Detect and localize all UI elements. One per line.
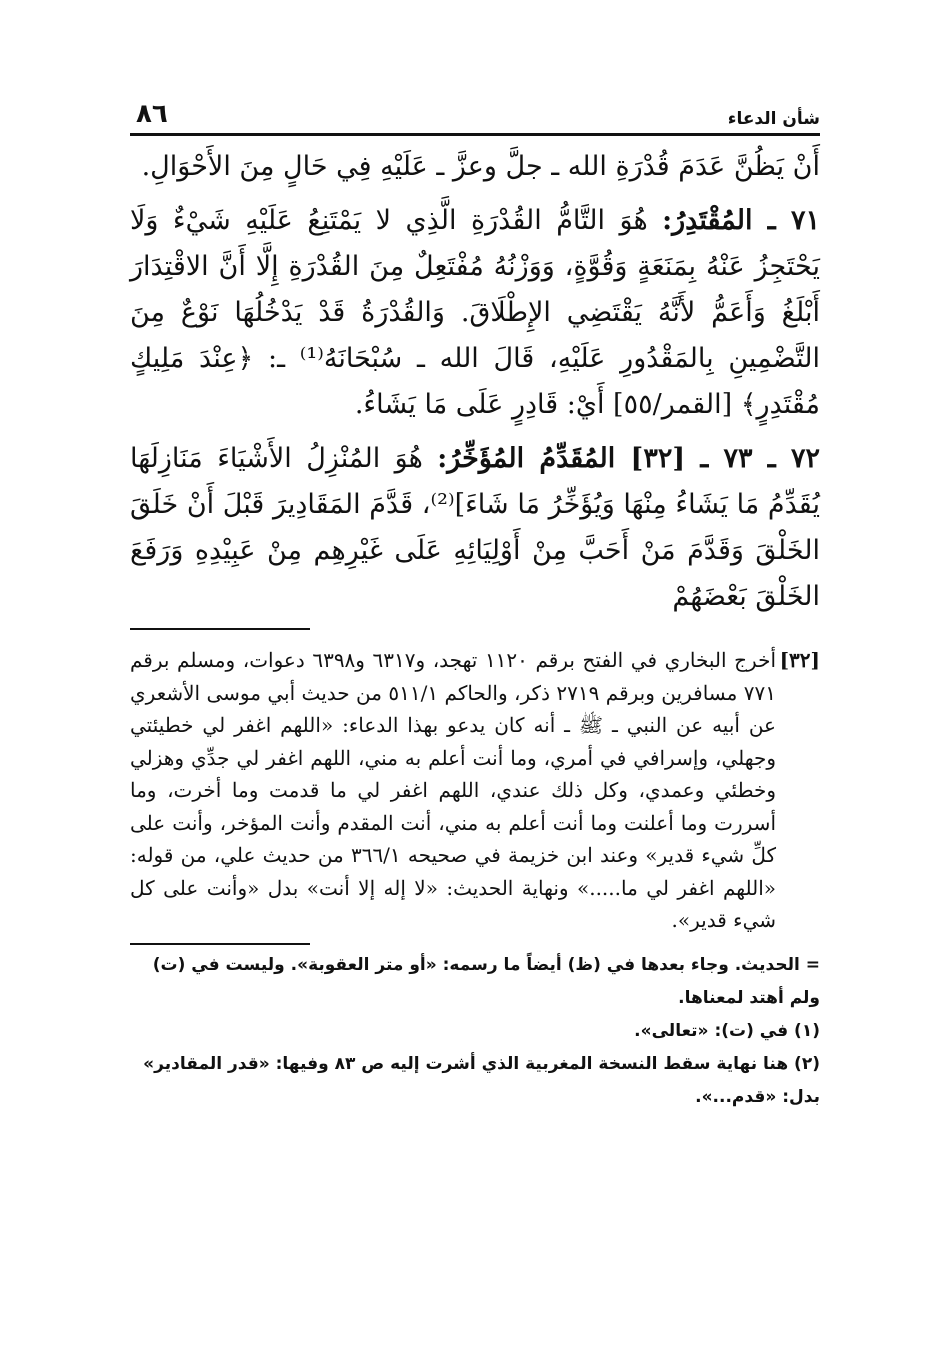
page-header: [130, 95, 820, 136]
entry-term: ٧١ ـ المُقْتَدِرُ:: [662, 205, 820, 236]
footnote-separator: [130, 943, 310, 945]
page-number: ٨٦: [136, 99, 168, 129]
paragraph: [130, 144, 820, 190]
footnote-2: (٢) هنا نهاية سقط النسخة المغربية الذي أشرت إليه ص ٨٣ وفيها: «قدر المقادير» بدل: «قدم...».: [143, 1053, 820, 1107]
footnotes: [130, 949, 820, 1114]
takhrij-number: [٣٢]: [779, 648, 820, 672]
takhrij-text: أخرج البخاري في الفتح برقم ١١٢٠ تهجد، و٦٣١٧ و٦٣٩٨ دعوات، ومسلم برقم ٧٧١ مسافرين وبرقم ٢٧١٩ ذكر، والحاكم ٥١١/١ من حديث أبي موسى الأشعري عن أبيه عن النبي ـ ﷺ ـ أنه كان يدعو بهذا الدعاء: «اللهم اغفر لي خطيئتي وجهلي، وإسرافي في أمري، وما أنت أعلم به مني، اللهم اغفر لي جدِّي وهزلي وخطئي وعمدي، وكل ذلك عندي، اللهم اغفر لي ما قدمت وما أخرت، وما أسررت وما أعلنت وما أنت أعلم به مني، أنت المقدم وأنت المؤخر، وأنت على كلِّ شيء قدير» وعند ابن خزيمة في صحيحه ٣٦٦/١ من حديث علي، من قوله: «اللهم اغفر لي ما.....» ونهاية الحديث: «لا إله إلا أنت» بدل «وأنت على كل شيء قدير».: [130, 648, 777, 932]
book-page: [130, 95, 820, 1114]
takhrij-note: [130, 644, 820, 937]
footnote-separator: [130, 628, 310, 630]
paragraph: [130, 198, 820, 428]
paragraph-text: هُوَ التَّامُّ القُدْرَةِ الَّذِي لا يَمْتَنِعُ عَلَيْهِ شَيْءٌ وَلَا يَحْتَجِزُ عَنْهُ بِمَنَعَةٍ وَقُوَّةٍ، وَوَزْنُهُ مُفْتَعِلٌ مِنَ القُدْرَةِ إِلَّا أَنَّ الاقْتِدَارَ أَبْلَغُ وَأَعَمُّ لأَنَّهُ يَقْتَضِي الإِطْلَاقَ. وَالقُدْرَةُ قَدْ يَدْخُلُهَا نَوْعٌ مِنَ التَّضْمِينِ بِالمَقْدُورِ عَلَيْهِ، قَالَ الله ـ سُبْحَانَهُ⁽¹⁾ ـ: ﴿عِنْدَ مَلِيكٍ مُقْتَدِرٍ﴾ [القمر/٥٥] أَيْ: قَادِرٍ عَلَى مَا يَشَاءُ.: [130, 205, 820, 420]
paragraph-text: هُوَ المُنْزِلُ الأَشْيَاءَ مَنَازِلَهَا يُقَدِّمُ مَا يَشَاءُ مِنْهَا وَيُؤَخِّرُ مَا شَاءَ]⁽²⁾، قَدَّمَ المَقَادِيرَ قَبْلَ أَنْ خَلَقَ الخَلْقَ وَقَدَّمَ مَنْ أَحَبَّ مِنْ أَوْلِيَائِهِ عَلَى غَيْرِهِم مِنْ عَبِيْدِهِ وَرَفَعَ الخَلْقَ بَعْضَهُمْ: [130, 443, 820, 612]
entry-term: ٧٢ ـ ٧٣ ـ [٣٢] المُقَدِّمُ المُؤَخِّرُ:: [437, 443, 820, 474]
paragraph-text: أَنْ يَظُنَّ عَدَمَ قُدْرَةِ الله ـ جلَّ وعزَّ ـ عَلَيْهِ فِي حَالٍ مِنَ الأَحْوَالِ.: [141, 151, 820, 182]
footnote-1: (١) في (ت): «تعالى».: [634, 1020, 820, 1041]
paragraph: [130, 436, 820, 620]
footnote-continuation: = الحديث. وجاء بعدها في (ظ) أيضاً ما رسمه: «أو متر العقوبة». وليست في (ت) ولم أهتد لمعناها.: [152, 954, 820, 1008]
main-text: [130, 144, 820, 620]
running-title: شأن الدعاء: [727, 109, 820, 129]
